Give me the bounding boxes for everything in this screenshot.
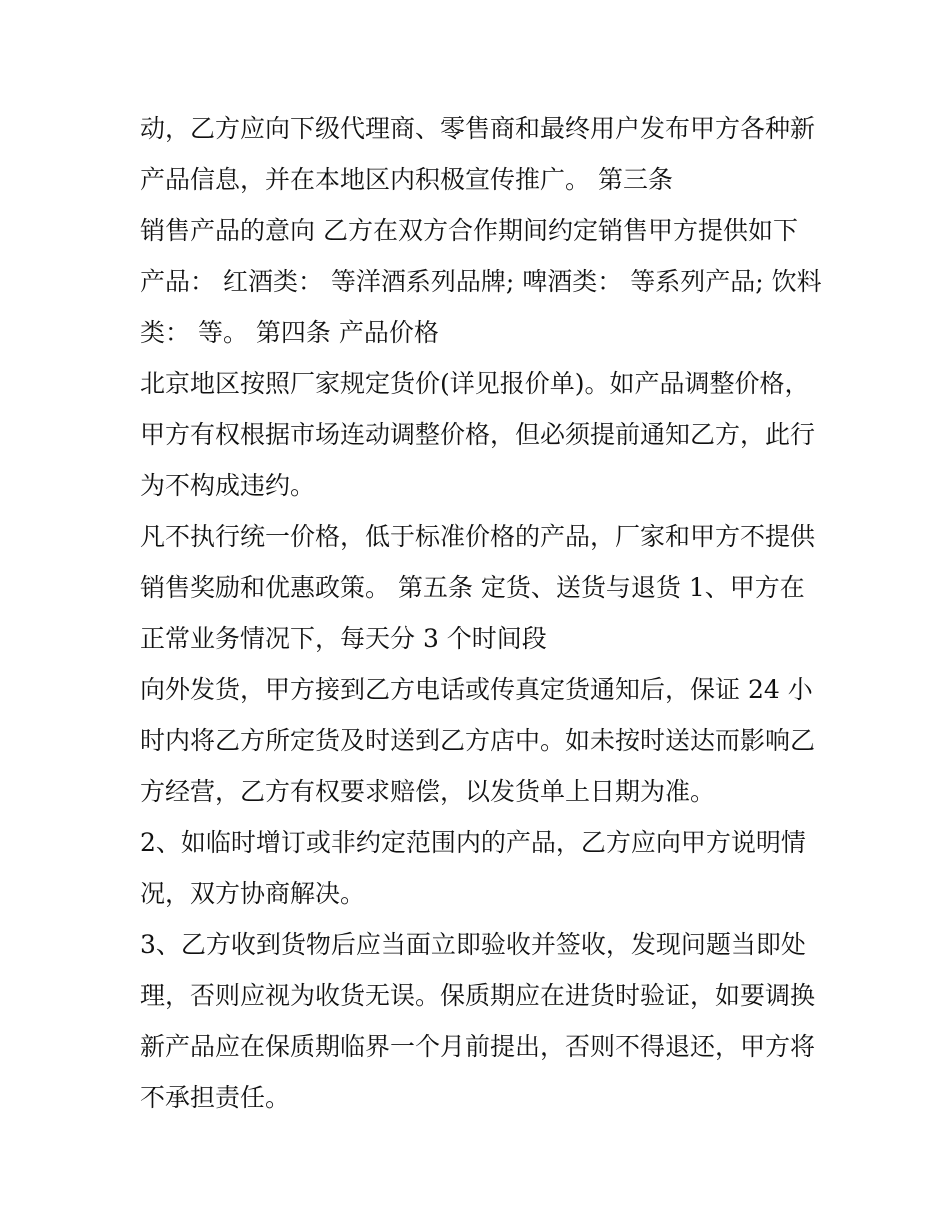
text-line-17: 3、乙方收到货物后应当面立即验收并签收，发现问题当即处 bbox=[140, 930, 806, 959]
text-line-19: 新产品应在保质期临界一个月前提出，否则不得退还，甲方将 bbox=[140, 1032, 816, 1061]
text-line-5: 类： 等。 第四条 产品价格 bbox=[140, 318, 439, 347]
text-line-16: 况，双方协商解决。 bbox=[140, 879, 366, 908]
text-line-12: 向外发货，甲方接到乙方电话或传真定货通知后，保证 24 小 bbox=[140, 675, 813, 704]
text-line-4: 产品： 红酒类： 等洋酒系列品牌; 啤酒类： 等系列产品; 饮料 bbox=[140, 267, 822, 296]
text-line-15: 2、如临时增订或非约定范围内的产品，乙方应向甲方说明情 bbox=[140, 828, 806, 857]
text-line-2: 产品信息，并在本地区内积极宣传推广。 第三条 bbox=[140, 165, 673, 194]
text-line-18: 理，否则应视为收货无误。保质期应在进货时验证，如要调换 bbox=[140, 981, 816, 1010]
text-line-10: 销售奖励和优惠政策。 第五条 定货、送货与退货 1、甲方在 bbox=[140, 573, 805, 602]
text-line-8: 为不构成违约。 bbox=[140, 471, 316, 500]
text-line-3: 销售产品的意向 乙方在双方合作期间约定销售甲方提供如下 bbox=[140, 216, 798, 245]
text-line-20: 不承担责任。 bbox=[140, 1083, 291, 1112]
text-line-14: 方经营，乙方有权要求赔偿，以发货单上日期为准。 bbox=[140, 777, 716, 806]
text-line-6: 北京地区按照厂家规定货价(详见报价单)。如产品调整价格， bbox=[140, 369, 810, 398]
text-line-9: 凡不执行统一价格，低于标准价格的产品，厂家和甲方不提供 bbox=[140, 522, 816, 551]
text-line-13: 时内将乙方所定货及时送到乙方店中。如未按时送达而影响乙 bbox=[140, 726, 816, 755]
text-line-11: 正常业务情况下，每天分 3 个时间段 bbox=[140, 624, 547, 653]
text-line-7: 甲方有权根据市场连动调整价格，但必须提前通知乙方，此行 bbox=[140, 420, 816, 449]
text-line-1: 动，乙方应向下级代理商、零售商和最终用户发布甲方各种新 bbox=[140, 114, 816, 143]
document-body bbox=[140, 103, 820, 1123]
